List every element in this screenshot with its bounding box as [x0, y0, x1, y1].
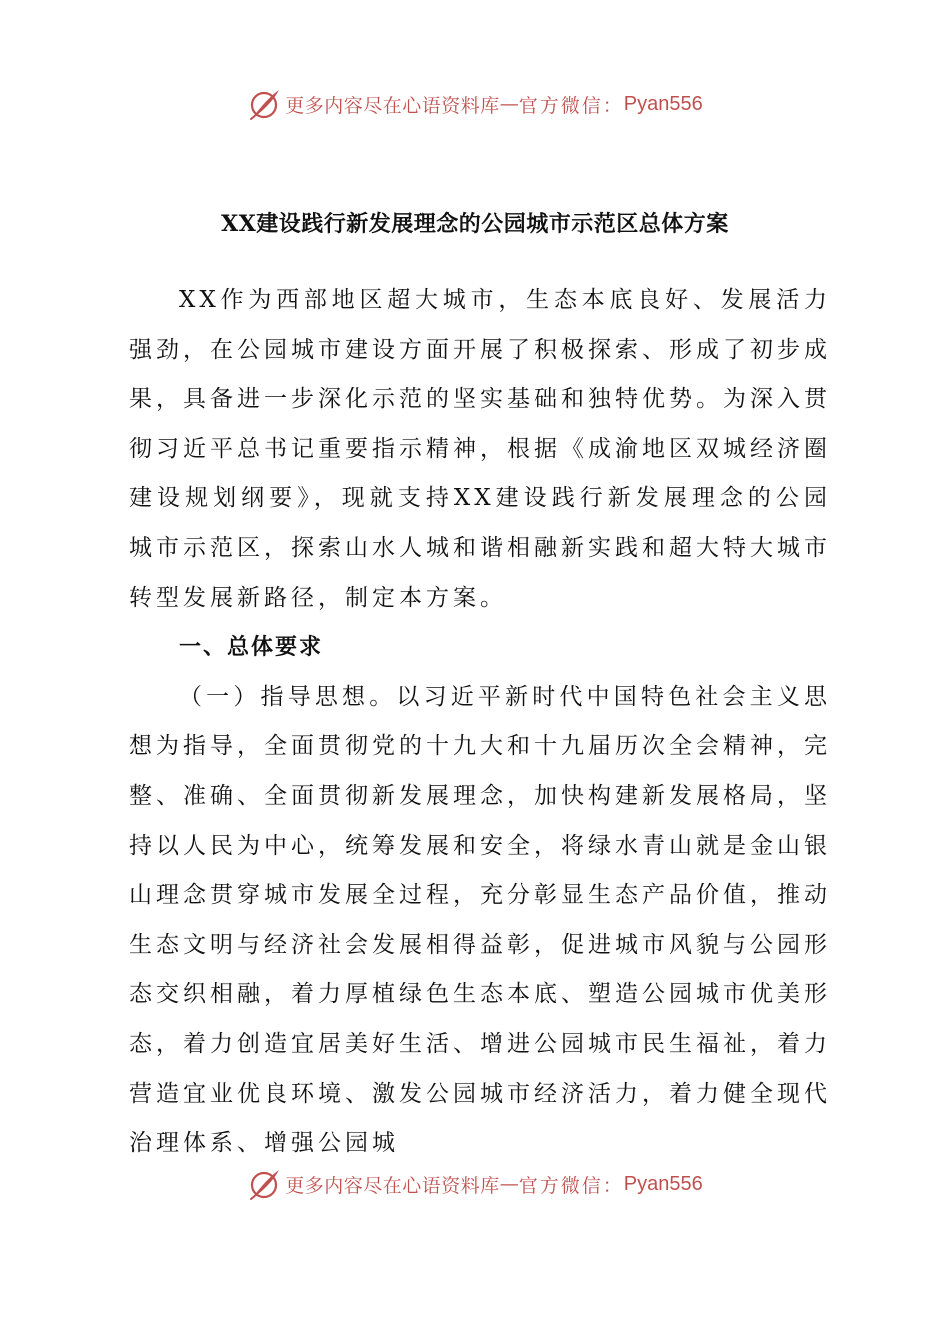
- header-watermark-banner: [0, 84, 950, 124]
- banner-wechat-account: Pyan556: [623, 92, 703, 115]
- quill-pen-logo-icon: [247, 87, 281, 121]
- document-title: XX建设践行新发展理念的公园城市示范区总体方案: [221, 211, 729, 237]
- banner-wechat-label: 官方微信：: [518, 1174, 624, 1197]
- banner-main-text: 更多内容尽在心语资料库: [285, 1174, 500, 1197]
- document-body: [129, 276, 831, 1169]
- intro-paragraph: XX作为西部地区超大城市，生态本底良好、发展活力强劲，在公园城市建设方面开展了积极探索、形成了初步成果，具备进一步深化示范的坚实基础和独特优势。为深入贯彻习近平总书记重要指示精神，根据《成渝地区双城经济圈建设规划纲要》，现就支持XX建设践行新发展理念的公园城市示范区，探索山水人城和谐相融新实践和超大特大城市转型发展新路径，制定本方案。: [129, 287, 831, 611]
- banner-separator: —: [499, 1173, 519, 1195]
- section-heading: 一、总体要求: [179, 634, 324, 661]
- guiding-thought-paragraph: （一）指导思想。以习近平新时代中国特色社会主义思想为指导，全面贯彻党的十九大和十九届历次全会精神，完整、准确、全面贯彻新发展理念，加快构建新发展格局，坚持以人民为中心，统筹发展和安全，将绿水青山就是金山银山理念贯穿城市发展全过程，充分彰显生态产品价值，推动生态文明与经济社会发展相得益彰，促进城市风貌与公园形态交织相融，着力厚植绿色生态本底、塑造公园城市优美形态，着力创造宜居美好生活、增进公园城市民生福祉，着力营造宜业优良环境、激发公园城市经济活力，着力健全现代治理体系、增强公园城: [129, 683, 831, 1157]
- banner-main-text: 更多内容尽在心语资料库: [285, 94, 500, 117]
- banner-wechat-account: Pyan556: [623, 1172, 703, 1195]
- footer-watermark-banner: [0, 1164, 950, 1204]
- quill-pen-logo-icon: [247, 1167, 281, 1201]
- banner-separator: —: [499, 93, 519, 115]
- banner-wechat-label: 官方微信：: [518, 94, 624, 117]
